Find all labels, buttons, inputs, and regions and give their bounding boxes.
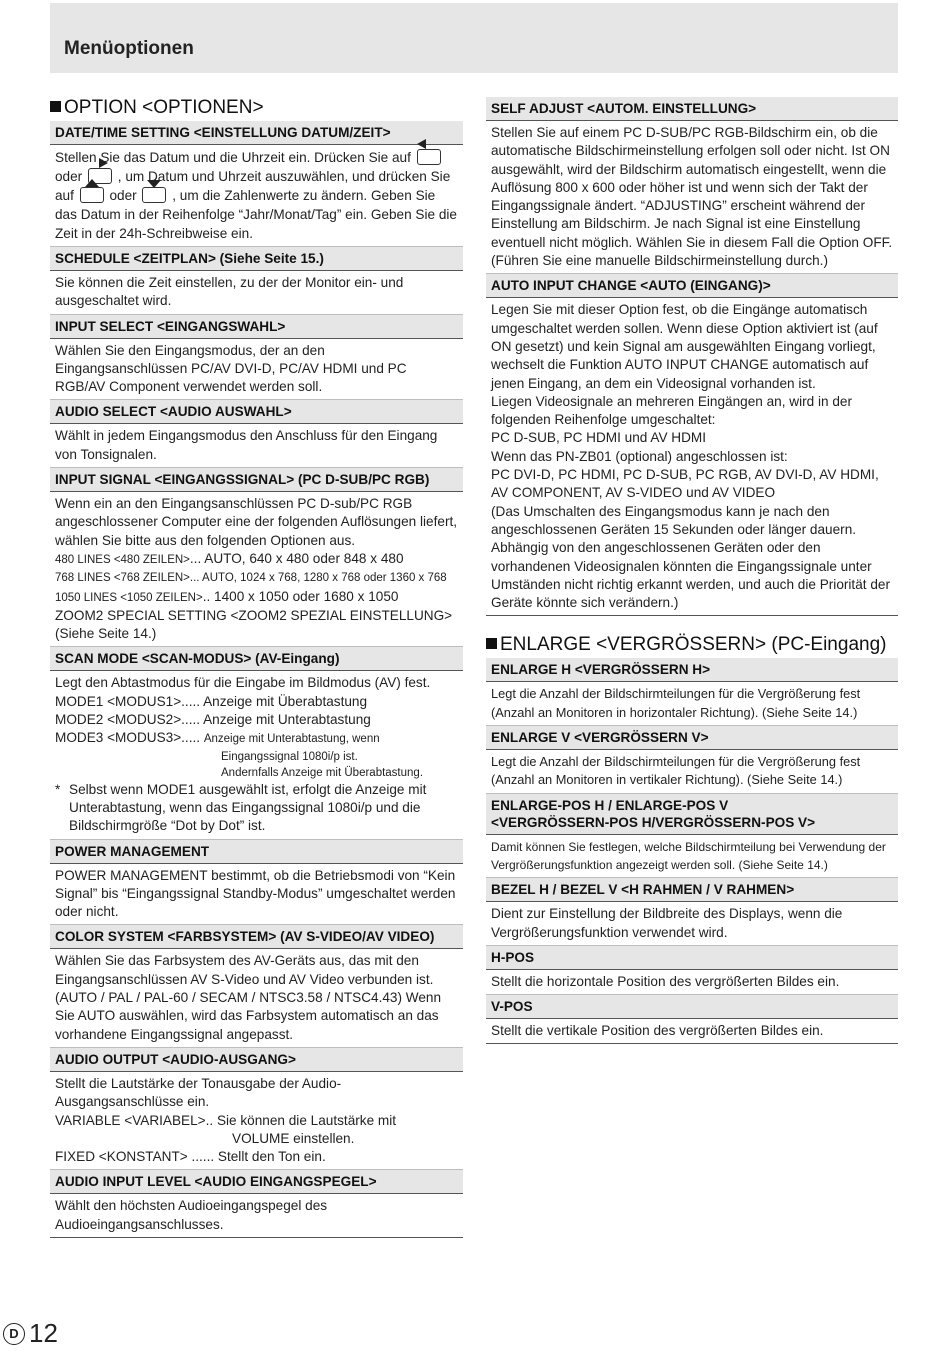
resolution-row-480: 480 LINES <480 ZEILEN>... AUTO, 640 x 480 oder 848 x 480 xyxy=(55,550,404,566)
body-enlarge-v: Legt die Anzahl der Bildschirmteilungen für die Vergrößerung fest (Anzahl an Monitoren in vertikaler Richtung). (Siehe Seite 14.) xyxy=(486,750,898,794)
body-v-pos: Stellt die vertikale Position des vergrößerten Bildes ein. xyxy=(486,1019,898,1044)
body-power-management: POWER MANAGEMENT bestimmt, ob die Betriebsmodi von “Kein Signal” bis “Eingangssignal Standby-Modus” umgeschaltet werden oder nicht. xyxy=(50,864,463,926)
resolution-row-768: 768 LINES <768 ZEILEN>... AUTO, 1024 x 768, 1280 x 768 oder 1360 x 768 xyxy=(55,572,447,585)
square-bullet-icon xyxy=(50,101,61,112)
body-schedule: Sie können die Zeit einstellen, zu der der Monitor ein- und ausgeschaltet wird. xyxy=(50,271,463,315)
body-enlarge-pos: Damit können Sie festlegen, welche Bildschirmteilung bei Verwendung der Vergrößerungsfunktion angezeigt werden soll. (Siehe Seite 14.) xyxy=(486,835,898,879)
heading-datetime: DATE/TIME SETTING <EINSTELLUNG DATUM/ZEIT> xyxy=(50,121,463,145)
heading-bezel: BEZEL H / BEZEL V <H RAHMEN / V RAHMEN> xyxy=(486,878,898,902)
body-bezel: Dient zur Einstellung der Bildbreite des Displays, wenn die Vergrößerungsfunktion verwendet wird. xyxy=(486,902,898,946)
resolution-row-1050: 1050 LINES <1050 ZEILEN>.. 1400 x 1050 oder 1680 x 1050 xyxy=(55,588,399,604)
section-title-enlarge: ENLARGE <VERGRÖSSERN> (PC-Eingang) xyxy=(486,634,898,656)
right-column xyxy=(486,97,898,1044)
heading-auto-input-change: AUTO INPUT CHANGE <AUTO (EINGANG)> xyxy=(486,274,898,298)
heading-enlarge-h: ENLARGE H <VERGRÖSSERN H> xyxy=(486,658,898,682)
heading-self-adjust: SELF ADJUST <AUTOM. EINSTELLUNG> xyxy=(486,97,898,121)
body-input-select: Wählen Sie den Eingangsmodus, der an den Eingangsanschlüssen PC/AV DVI-D, PC/AV HDMI und PC RGB/AV Component verwendet werden soll. xyxy=(50,339,463,401)
heading-h-pos: H-POS xyxy=(486,946,898,970)
body-self-adjust: Stellen Sie auf einem PC D-SUB/PC RGB-Bildschirm ein, ob die automatische Bildschirmeinstellung erfolgen soll oder nicht. Ist ON ausgewählt, wird der Bildschirm automatisch eingestellt, wenn die Auflösung 800 x 600 oder höher ist und wenn sich der Takt der Eingangssignale ändert. “ADJUSTING” erscheint während der Einstellung am Bildschirm. Je nach Signal ist eine Einstellung eventuell nicht möglich. Wählen Sie in diesem Fall die Option OFF. (Führen Sie eine manuelle Bildschirmeinstellung durch.) xyxy=(486,121,898,274)
body-audio-select: Wählt in jedem Eingangsmodus den Anschluss für den Eingang von Tonsignalen. xyxy=(50,424,463,468)
left-arrow-button-icon xyxy=(417,149,441,165)
body-input-signal: Wenn ein an den Eingangsanschlüssen PC D-sub/PC RGB angeschlossener Computer eine der folgenden Auflösungen liefert, wählen Sie bitte aus den folgenden Optionen aus. 480 LINES <480 ZEILEN>... AUTO, 640 x 480 oder 848 x 480 768 LINES <768 ZEILEN>... AUTO, 1024 x 768, 1280 x 768 oder 1360 x 768 1050 LINES <1050 ZEILEN>.. 1400 x 1050 oder 1680 x 1050 ZOOM2 SPECIAL SETTING <ZOOM2 SPEZIAL EINSTELLUNG> (Siehe Seite 14.) xyxy=(50,492,463,647)
heading-power-management: POWER MANAGEMENT xyxy=(50,840,463,864)
heading-enlarge-pos: ENLARGE-POS H / ENLARGE-POS V <VERGRÖSSERN-POS H/VERGRÖSSERN-POS V> xyxy=(486,794,898,835)
body-color-system: Wählen Sie das Farbsystem des AV-Geräts aus, das mit den Eingangsanschlüssen AV S-Video und AV Video verbunden ist. (AUTO / PAL / PAL-60 / SECAM / NTSC3.58 / NTSC4.43) Wenn Sie AUTO auswählen, wird das Farbsystem automatisch an das vorhandene Eingangssignal angepasst. xyxy=(50,949,463,1047)
heading-input-select: INPUT SELECT <EINGANGSWAHL> xyxy=(50,315,463,339)
heading-audio-output: AUDIO OUTPUT <AUDIO-AUSGANG> xyxy=(50,1048,463,1072)
square-bullet-icon xyxy=(486,638,497,649)
heading-audio-select: AUDIO SELECT <AUDIO AUSWAHL> xyxy=(50,400,463,424)
body-audio-input-level: Wählt den höchsten Audioeingangspegel des Audioeingangsanschlusses. xyxy=(50,1194,463,1238)
heading-audio-input-level: AUDIO INPUT LEVEL <AUDIO EINGANGSPEGEL> xyxy=(50,1170,463,1194)
body-h-pos: Stellt die horizontale Position des vergrößerten Bildes ein. xyxy=(486,970,898,995)
up-arrow-button-icon xyxy=(80,187,104,203)
body-enlarge-h: Legt die Anzahl der Bildschirmteilungen für die Vergrößerung fest (Anzahl an Monitoren in horizontaler Richtung). (Siehe Seite 14.) xyxy=(486,682,898,726)
body-scan-mode: Legt den Abtastmodus für die Eingabe im Bildmodus (AV) fest. MODE1 <MODUS1>..... Anzeige mit Überabtastung MODE2 <MODUS2>..... Anzeige mit Unterabtastung MODE3 <MODUS3>..... Anzeige mit Unterabtastung, wenn Eingangssignal 1080i/p ist. Andernfalls Anzeige mit Überabtastung. * Selbst wenn MODE1 ausgewählt ist, erfolgt die Anzeige mit Unterabtastung, wenn das Eingangssignal 1080i/p und die Bildschirmgröße “Dot by Dot” ist. xyxy=(50,671,463,839)
heading-scan-mode: SCAN MODE <SCAN-MODUS> (AV-Eingang) xyxy=(50,647,463,671)
scan-mode-note: * Selbst wenn MODE1 ausgewählt ist, erfolgt die Anzeige mit Unterabtastung, wenn das Eingangssignal 1080i/p und die Bildschirmgröße “Dot by Dot” ist. xyxy=(55,781,427,834)
page-title: Menüoptionen xyxy=(64,38,194,59)
body-datetime: Stellen Sie das Datum und die Uhrzeit ein. Drücken Sie auf oder , um Datum und Uhrzeit auszuwählen, und drücken Sie auf oder , um die Zahlenwerte zu ändern. Geben Sie das Datum in der Reihenfolge “Jahr/Monat/Tag” ein. Geben Sie die Zeit in der 24h-Schreibweise ein. xyxy=(50,145,463,247)
body-audio-output: Stellt die Lautstärke der Tonausgabe der Audio-Ausgangsanschlüsse ein. VARIABLE <VARIABEL>.. Sie können die Lautstärke mit VOLUME einstellen. FIXED <KONSTANT> ...... Stellt den Ton ein. xyxy=(50,1072,463,1170)
page-number: 12 xyxy=(29,1318,58,1348)
down-arrow-button-icon xyxy=(142,187,166,203)
heading-v-pos: V-POS xyxy=(486,995,898,1019)
section-title-option: OPTION <OPTIONEN> xyxy=(50,97,463,119)
body-auto-input-change: Legen Sie mit dieser Option fest, ob die Eingänge automatisch umgeschaltet werden sollen. Wenn diese Option aktiviert ist (auf ON gesetzt) und kein Signal am ausgewählten Eingang vorliegt, wechselt die Funktion AUTO INPUT CHANGE automatisch auf jenen Eingang, an dem ein Videosignal vorhanden ist. Liegen Videosignale an mehreren Eingängen an, wird in der folgenden Reihenfolge umgeschaltet: PC D-SUB, PC HDMI und AV HDMI Wenn das PN-ZB01 (optional) angeschlossen ist: PC DVI-D, PC HDMI, PC D-SUB, PC RGB, AV DVI-D, AV HDMI, AV COMPONENT, AV S-VIDEO und AV VIDEO (Das Umschalten des Eingangsmodus kann je nach den angeschlossenen Geräten 15 Sekunden oder länger dauern. Abhängig von den angeschlossenen Geräten oder den vorhandenen Videosignalen könnten die Eingangssignale unter Umständen nicht richtig erkannt werden, und auch die Priorität der Geräte könnte sich verändern.) xyxy=(486,298,898,616)
page-header xyxy=(50,3,898,73)
language-marker-icon: D xyxy=(3,1323,25,1345)
heading-enlarge-v: ENLARGE V <VERGRÖSSERN V> xyxy=(486,726,898,750)
zoom2-setting: ZOOM2 SPECIAL SETTING <ZOOM2 SPEZIAL EINSTELLUNG> (Siehe Seite 14.) xyxy=(55,607,453,642)
heading-schedule: SCHEDULE <ZEITPLAN> (Siehe Seite 15.) xyxy=(50,247,463,271)
left-column xyxy=(50,97,463,1238)
heading-color-system: COLOR SYSTEM <FARBSYSTEM> (AV S-VIDEO/AV VIDEO) xyxy=(50,925,463,949)
heading-input-signal: INPUT SIGNAL <EINGANGSSIGNAL> (PC D-SUB/PC RGB) xyxy=(50,468,463,492)
page-footer xyxy=(3,1318,58,1349)
